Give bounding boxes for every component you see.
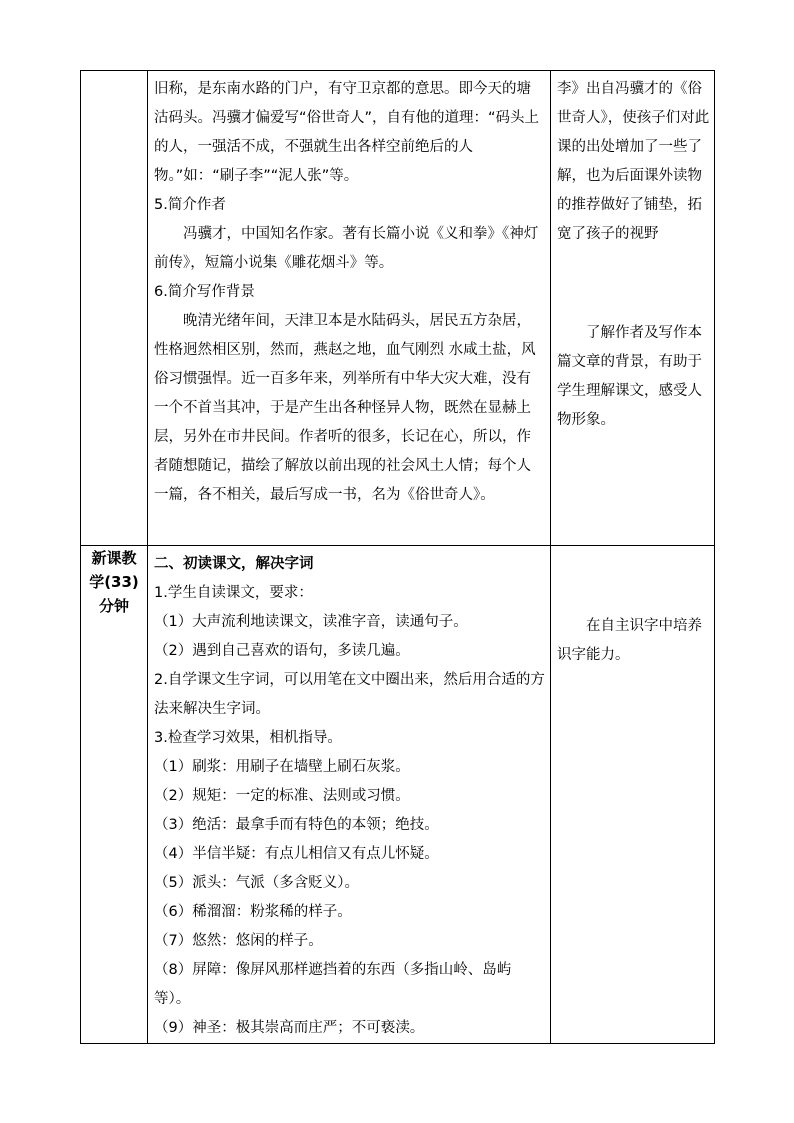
list-item: （1）大声流利地读课文，读准字音，读通句子。 bbox=[154, 614, 468, 630]
vocab-item: （6）稀溜溜：粉浆稀的样子。 bbox=[154, 904, 352, 920]
list-item: （2）遇到自己喜欢的语句，多读几遍。 bbox=[154, 643, 410, 659]
stage-cell bbox=[81, 546, 148, 1044]
vocab-item: （2）规矩：一定的标准、法则或习惯。 bbox=[154, 788, 410, 804]
section5-text: 冯骥才，中国知名作家。著有长篇小说《义和拳》《神灯前传》，短篇小说集《雕花烟斗》等。 bbox=[154, 226, 539, 271]
vocab-item: （9）神圣：极其崇高而庄严；不可亵渎。 bbox=[154, 1020, 425, 1036]
section5-title: 5.简介作者 bbox=[154, 197, 226, 213]
paragraph-intro: 旧称，是东南水路的门户，有守卫京都的意思。即今天的塘沽码头。冯骥才偏爱写“俗世奇人”，自有他的道理：“码头上的人，一强活不成，不强就生出各样空前绝后的人物。”如：“刷子李”“泥人张”等。 bbox=[154, 81, 540, 184]
vocab-item: （5）派头：气派（多含贬义）。 bbox=[154, 875, 359, 891]
side-note-background: 了解作者及写作本篇文章的背景，有助于学生理解课文，感受人物形象。 bbox=[557, 325, 702, 428]
intent-cell bbox=[551, 71, 715, 546]
section6-text: 晚清光绪年间，天津卫本是水陆码头，居民五方杂居，性格迥然相区别，然而，燕赵之地，血气刚烈 水咸土盐，风俗习惯强悍。近一百多年来，列举所有中华大灾大难，没有一个不首当其冲，于是产生出各种怪异人物，既然在显赫上层，另外在市井民间。作者听的很多，长记在心，所以，作者随想随记，描绘了解放以前出现的社会风土人情；每个人一篇，各不相关，最后写成一书，名为《俗世奇人》。 bbox=[154, 313, 536, 503]
list-item: 2.自学课文生字词，可以用笔在文中圈出来，然后用合适的方法来解决生字词。 bbox=[154, 672, 545, 717]
vocab-item: （3）绝活：最拿手而有特色的本领；绝技。 bbox=[154, 817, 439, 833]
side-note-literacy: 在自主识字中培养识字能力。 bbox=[557, 618, 702, 663]
vocab-item: （7）悠然：悠闲的样子。 bbox=[154, 933, 323, 949]
section-heading: 二、初读课文，解决字词 bbox=[154, 556, 314, 572]
process-cell bbox=[148, 71, 551, 546]
stage-label: 新课教学(33)分钟 bbox=[89, 549, 139, 615]
table-row bbox=[81, 546, 715, 1044]
vocab-item: （8）屏障：像屏风那样遮挡着的东西（多指山岭、岛屿等）。 bbox=[154, 962, 512, 1007]
table-row bbox=[81, 71, 715, 546]
section6-title: 6.简介写作背景 bbox=[154, 284, 255, 300]
side-note-source: 李》出自冯骥才的《俗世奇人》，使孩子们对此课的出处增加了一些了解，也为后面课外读物的推荐做好了铺垫，拓宽了孩子的视野 bbox=[557, 81, 710, 242]
lesson-plan-table bbox=[80, 70, 715, 1044]
list-item: 1.学生自读课文，要求： bbox=[154, 585, 313, 601]
intent-cell bbox=[551, 546, 715, 1044]
stage-cell-empty bbox=[81, 71, 148, 546]
vocab-item: （4）半信半疑：有点儿相信又有点儿怀疑。 bbox=[154, 846, 439, 862]
process-cell bbox=[148, 546, 551, 1044]
vocab-item: （1）刷浆：用刷子在墙壁上刷石灰浆。 bbox=[154, 759, 410, 775]
list-item: 3.检查学习效果，相机指导。 bbox=[154, 730, 342, 746]
